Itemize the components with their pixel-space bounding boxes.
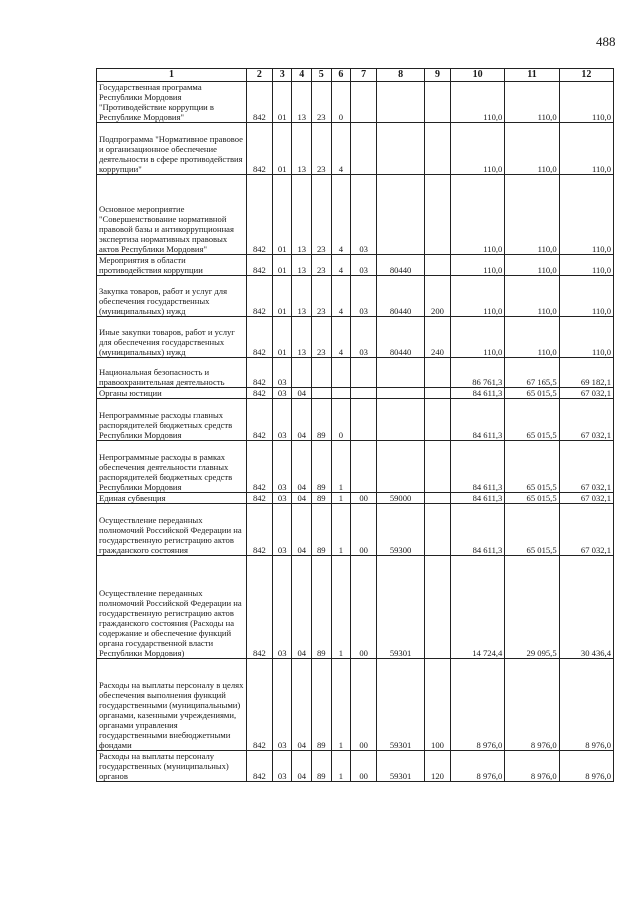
row-value-cell-4: 13	[292, 82, 312, 123]
row-value-cell-11: 65 015,5	[505, 493, 559, 504]
row-value-cell-12: 110,0	[559, 82, 613, 123]
column-header: 1	[97, 69, 247, 82]
row-value-cell-12: 67 032,1	[559, 441, 613, 493]
row-value-cell-8: 59300	[377, 504, 425, 556]
row-value-cell-7	[351, 82, 377, 123]
row-value-cell-3: 03	[272, 493, 292, 504]
row-value-cell-12: 67 032,1	[559, 399, 613, 441]
row-value-cell-3: 01	[272, 175, 292, 255]
column-header: 5	[312, 69, 332, 82]
row-name-cell: Закупка товаров, работ и услуг для обеспечения государственных (муниципальных) нужд	[97, 276, 247, 317]
table-row	[97, 123, 614, 175]
row-value-cell-8: 80440	[377, 255, 425, 276]
row-value-cell-3: 03	[272, 504, 292, 556]
column-header: 8	[377, 69, 425, 82]
row-value-cell-12: 110,0	[559, 276, 613, 317]
table-row	[97, 504, 614, 556]
row-value-cell-9	[424, 82, 450, 123]
row-value-cell-4: 13	[292, 276, 312, 317]
row-value-cell-11: 65 015,5	[505, 504, 559, 556]
row-value-cell-8	[377, 123, 425, 175]
row-value-cell-10: 110,0	[451, 82, 505, 123]
row-value-cell-4: 04	[292, 751, 312, 782]
page-number: 488	[596, 34, 616, 49]
row-value-cell-5: 89	[312, 751, 332, 782]
row-value-cell-5: 89	[312, 556, 332, 659]
column-header: 2	[246, 69, 272, 82]
row-value-cell-9	[424, 255, 450, 276]
row-value-cell-10: 8 976,0	[451, 659, 505, 751]
row-value-cell-12: 67 032,1	[559, 388, 613, 399]
row-value-cell-10: 84 611,3	[451, 399, 505, 441]
row-value-cell-11: 65 015,5	[505, 441, 559, 493]
row-value-cell-3: 01	[272, 255, 292, 276]
row-value-cell-3: 03	[272, 441, 292, 493]
row-value-cell-8: 80440	[377, 317, 425, 358]
row-value-cell-12: 110,0	[559, 175, 613, 255]
row-value-cell-4: 13	[292, 175, 312, 255]
row-value-cell-8	[377, 358, 425, 388]
header-row	[97, 69, 614, 82]
row-name-cell: Единая субвенция	[97, 493, 247, 504]
row-name-cell: Мероприятия в области противодействия коррупции	[97, 255, 247, 276]
row-value-cell-3: 01	[272, 123, 292, 175]
row-value-cell-3: 03	[272, 556, 292, 659]
table-row	[97, 441, 614, 493]
row-value-cell-2: 842	[246, 659, 272, 751]
column-header: 12	[559, 69, 613, 82]
row-value-cell-7: 00	[351, 751, 377, 782]
table-row	[97, 175, 614, 255]
row-value-cell-9	[424, 399, 450, 441]
row-value-cell-4: 04	[292, 399, 312, 441]
row-value-cell-12: 8 976,0	[559, 751, 613, 782]
row-value-cell-9: 240	[424, 317, 450, 358]
row-value-cell-11: 110,0	[505, 255, 559, 276]
row-value-cell-4	[292, 358, 312, 388]
row-value-cell-2: 842	[246, 358, 272, 388]
row-value-cell-5	[312, 388, 332, 399]
row-value-cell-8	[377, 441, 425, 493]
row-value-cell-6: 4	[331, 255, 351, 276]
row-value-cell-2: 842	[246, 123, 272, 175]
row-value-cell-6: 1	[331, 441, 351, 493]
row-value-cell-2: 842	[246, 556, 272, 659]
row-value-cell-12: 110,0	[559, 255, 613, 276]
row-value-cell-3: 03	[272, 388, 292, 399]
row-value-cell-7	[351, 123, 377, 175]
row-value-cell-8	[377, 175, 425, 255]
row-value-cell-11: 65 015,5	[505, 388, 559, 399]
row-value-cell-9: 200	[424, 276, 450, 317]
row-value-cell-10: 84 611,3	[451, 504, 505, 556]
row-value-cell-9	[424, 556, 450, 659]
row-value-cell-11: 110,0	[505, 82, 559, 123]
budget-table	[96, 68, 614, 782]
row-value-cell-11: 110,0	[505, 175, 559, 255]
row-value-cell-11: 8 976,0	[505, 751, 559, 782]
row-value-cell-12: 69 182,1	[559, 358, 613, 388]
row-value-cell-12: 67 032,1	[559, 493, 613, 504]
row-value-cell-7: 03	[351, 276, 377, 317]
row-value-cell-7: 00	[351, 504, 377, 556]
row-value-cell-5: 23	[312, 317, 332, 358]
row-value-cell-3: 01	[272, 317, 292, 358]
row-value-cell-8	[377, 82, 425, 123]
row-value-cell-10: 110,0	[451, 123, 505, 175]
row-value-cell-9	[424, 358, 450, 388]
row-value-cell-4: 04	[292, 388, 312, 399]
table-row	[97, 556, 614, 659]
row-name-cell: Непрограммные расходы главных распорядителей бюджетных средств Республики Мордовия	[97, 399, 247, 441]
row-name-cell: Расходы на выплаты персоналу государственных (муниципальных) органов	[97, 751, 247, 782]
table-row	[97, 317, 614, 358]
row-value-cell-8: 59301	[377, 659, 425, 751]
row-value-cell-7	[351, 388, 377, 399]
row-value-cell-12: 67 032,1	[559, 504, 613, 556]
row-name-cell: Государственная программа Республики Мордовия "Противодействие коррупции в Республике Мордовия"	[97, 82, 247, 123]
row-value-cell-12: 110,0	[559, 123, 613, 175]
row-value-cell-6: 1	[331, 556, 351, 659]
row-value-cell-4: 04	[292, 556, 312, 659]
row-value-cell-4: 04	[292, 504, 312, 556]
row-value-cell-6: 0	[331, 399, 351, 441]
row-value-cell-8: 59000	[377, 493, 425, 504]
table-row	[97, 659, 614, 751]
row-value-cell-6: 4	[331, 123, 351, 175]
row-value-cell-10: 110,0	[451, 255, 505, 276]
table-row	[97, 751, 614, 782]
table-row	[97, 388, 614, 399]
row-value-cell-12: 8 976,0	[559, 659, 613, 751]
row-value-cell-7: 03	[351, 175, 377, 255]
row-value-cell-11: 29 095,5	[505, 556, 559, 659]
row-name-cell: Основное мероприятие "Совершенствование нормативной правовой базы и антикоррупционная экспертиза нормативных правовых актов Республики Мордовия"	[97, 175, 247, 255]
row-name-cell: Подпрограмма "Нормативное правовое и организационное обеспечение деятельности в сфере противодействия коррупции"	[97, 123, 247, 175]
row-value-cell-9	[424, 123, 450, 175]
row-value-cell-5: 23	[312, 175, 332, 255]
row-value-cell-3: 03	[272, 659, 292, 751]
row-value-cell-5: 89	[312, 399, 332, 441]
row-value-cell-2: 842	[246, 175, 272, 255]
row-value-cell-8	[377, 388, 425, 399]
row-value-cell-2: 842	[246, 493, 272, 504]
row-value-cell-5: 89	[312, 659, 332, 751]
row-value-cell-7: 00	[351, 659, 377, 751]
row-value-cell-5: 89	[312, 504, 332, 556]
column-header: 4	[292, 69, 312, 82]
row-name-cell: Осуществление переданных полномочий Российской Федерации на государственную регистрацию актов гражданского состояния (Расходы на содержание и обеспечение функций органа государственной власти Республики Мордовия)	[97, 556, 247, 659]
row-value-cell-10: 8 976,0	[451, 751, 505, 782]
row-value-cell-2: 842	[246, 255, 272, 276]
table-row	[97, 358, 614, 388]
row-value-cell-5: 89	[312, 441, 332, 493]
row-value-cell-3: 01	[272, 82, 292, 123]
row-value-cell-8: 59301	[377, 751, 425, 782]
row-value-cell-4: 04	[292, 441, 312, 493]
row-value-cell-7: 00	[351, 493, 377, 504]
row-value-cell-6	[331, 388, 351, 399]
row-value-cell-10: 110,0	[451, 317, 505, 358]
row-value-cell-2: 842	[246, 276, 272, 317]
row-value-cell-9	[424, 388, 450, 399]
row-value-cell-6	[331, 358, 351, 388]
row-value-cell-10: 84 611,3	[451, 493, 505, 504]
row-value-cell-6: 4	[331, 276, 351, 317]
row-value-cell-2: 842	[246, 82, 272, 123]
row-value-cell-11: 110,0	[505, 317, 559, 358]
column-header: 6	[331, 69, 351, 82]
row-value-cell-5: 89	[312, 493, 332, 504]
row-value-cell-3: 03	[272, 399, 292, 441]
row-value-cell-7	[351, 358, 377, 388]
row-name-cell: Иные закупки товаров, работ и услуг для обеспечения государственных (муниципальных) нужд	[97, 317, 247, 358]
row-value-cell-12: 30 436,4	[559, 556, 613, 659]
column-header: 3	[272, 69, 292, 82]
row-value-cell-7: 03	[351, 317, 377, 358]
row-value-cell-10: 84 611,3	[451, 441, 505, 493]
row-value-cell-8: 59301	[377, 556, 425, 659]
row-value-cell-6: 1	[331, 493, 351, 504]
row-value-cell-9	[424, 175, 450, 255]
row-value-cell-9	[424, 441, 450, 493]
row-value-cell-10: 110,0	[451, 276, 505, 317]
row-name-cell: Осуществление переданных полномочий Российской Федерации на государственную регистрацию актов гражданского состояния	[97, 504, 247, 556]
row-value-cell-9	[424, 493, 450, 504]
row-value-cell-9: 120	[424, 751, 450, 782]
row-value-cell-4: 04	[292, 659, 312, 751]
column-header: 7	[351, 69, 377, 82]
table-row	[97, 255, 614, 276]
row-value-cell-7: 03	[351, 255, 377, 276]
row-value-cell-3: 03	[272, 358, 292, 388]
row-value-cell-11: 8 976,0	[505, 659, 559, 751]
column-header: 9	[424, 69, 450, 82]
row-value-cell-6: 1	[331, 751, 351, 782]
row-value-cell-6: 4	[331, 317, 351, 358]
row-value-cell-2: 842	[246, 504, 272, 556]
row-value-cell-8: 80440	[377, 276, 425, 317]
row-value-cell-2: 842	[246, 399, 272, 441]
row-name-cell: Непрограммные расходы в рамках обеспечения деятельности главных распорядителей бюджетных средств Республики Мордовия	[97, 441, 247, 493]
row-value-cell-4: 13	[292, 317, 312, 358]
row-value-cell-8	[377, 399, 425, 441]
table-row	[97, 399, 614, 441]
row-value-cell-4: 13	[292, 123, 312, 175]
column-header: 11	[505, 69, 559, 82]
row-value-cell-10: 86 761,3	[451, 358, 505, 388]
row-value-cell-11: 67 165,5	[505, 358, 559, 388]
row-value-cell-10: 14 724,4	[451, 556, 505, 659]
row-value-cell-6: 1	[331, 659, 351, 751]
row-name-cell: Расходы на выплаты персоналу в целях обеспечения выполнения функций государственными (муниципальными) органами, казенными учреждениями, органами управления государственными внебюджетными фондами	[97, 659, 247, 751]
row-value-cell-12: 110,0	[559, 317, 613, 358]
row-value-cell-9	[424, 504, 450, 556]
row-value-cell-2: 842	[246, 441, 272, 493]
column-header: 10	[451, 69, 505, 82]
table-row	[97, 493, 614, 504]
row-value-cell-6: 1	[331, 504, 351, 556]
row-value-cell-3: 03	[272, 751, 292, 782]
row-name-cell: Органы юстиции	[97, 388, 247, 399]
row-value-cell-5: 23	[312, 276, 332, 317]
row-value-cell-7: 00	[351, 556, 377, 659]
row-value-cell-10: 110,0	[451, 175, 505, 255]
row-value-cell-4: 04	[292, 493, 312, 504]
row-value-cell-6: 0	[331, 82, 351, 123]
row-value-cell-7	[351, 399, 377, 441]
row-value-cell-4: 13	[292, 255, 312, 276]
table-row	[97, 82, 614, 123]
row-value-cell-9: 100	[424, 659, 450, 751]
row-value-cell-11: 65 015,5	[505, 399, 559, 441]
row-value-cell-5: 23	[312, 123, 332, 175]
row-value-cell-11: 110,0	[505, 276, 559, 317]
row-value-cell-5: 23	[312, 82, 332, 123]
row-name-cell: Национальная безопасность и правоохранительная деятельность	[97, 358, 247, 388]
row-value-cell-11: 110,0	[505, 123, 559, 175]
row-value-cell-5	[312, 358, 332, 388]
row-value-cell-7	[351, 441, 377, 493]
row-value-cell-5: 23	[312, 255, 332, 276]
row-value-cell-6: 4	[331, 175, 351, 255]
row-value-cell-2: 842	[246, 388, 272, 399]
row-value-cell-2: 842	[246, 317, 272, 358]
table-row	[97, 276, 614, 317]
row-value-cell-2: 842	[246, 751, 272, 782]
row-value-cell-10: 84 611,3	[451, 388, 505, 399]
row-value-cell-3: 01	[272, 276, 292, 317]
